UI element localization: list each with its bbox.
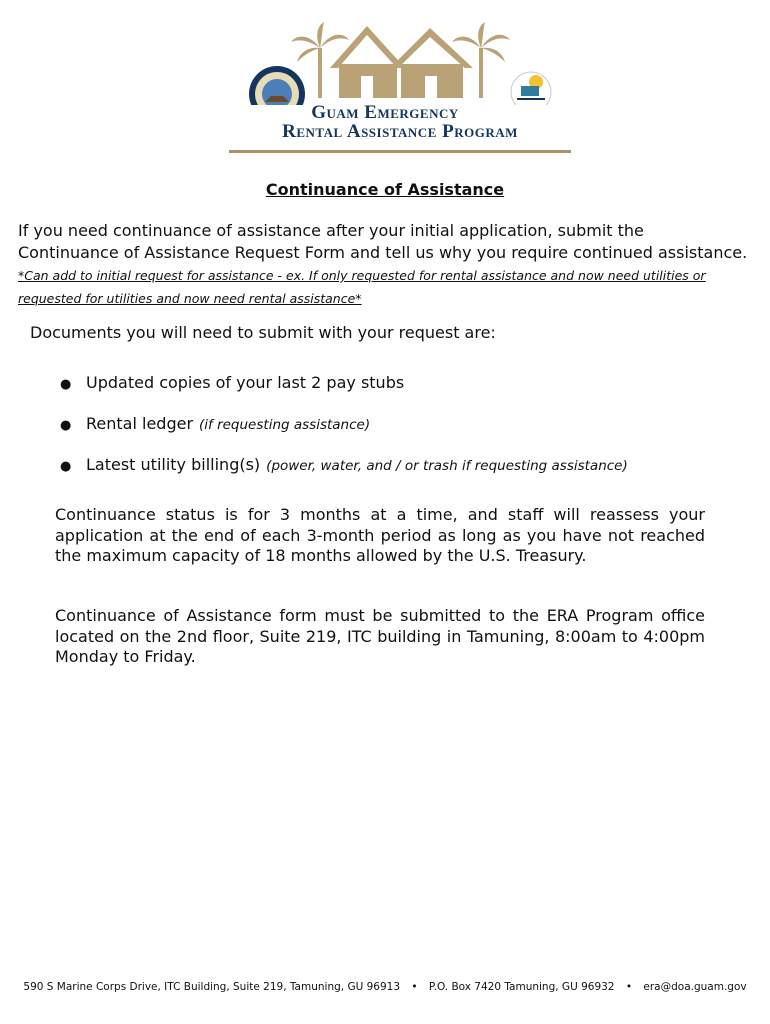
bullet-icon: ● (60, 377, 72, 392)
list-item (60, 414, 628, 455)
footer-po-box: P.O. Box 7420 Tamuning, GU 96932 (428, 981, 615, 993)
list-item (60, 373, 628, 414)
guam-seal-icon (249, 66, 305, 105)
doa-badge-icon (511, 72, 551, 105)
list-item (60, 455, 628, 496)
program-header (225, 20, 575, 160)
documents-lead: Documents you will need to submit with your request are: (30, 323, 496, 342)
program-logo (225, 20, 575, 105)
status-paragraph: Continuance status is for 3 months at a time, and staff will reassess your application at the end of each 3-month period as long as you have not reached the maximum capacity of 18 months allowed by the U.S. Treasury. (55, 505, 705, 565)
footer-email: era@doa.guam.gov (643, 981, 747, 993)
list-item-note: (if requesting assistance) (199, 417, 371, 433)
list-item-text: Rental ledger (86, 414, 194, 433)
footer-contact (0, 981, 770, 993)
logo-title-line1: Guam Emergency (311, 102, 459, 123)
documents-list (60, 373, 628, 496)
intro-text: If you need continuance of assistance after your initial application, submit the Continuance of Assistance Request Form and tell us why you require continued assistance. (18, 221, 748, 262)
bullet-icon: ● (60, 459, 72, 474)
footer-address: 590 S Marine Corps Drive, ITC Building, Suite 219, Tamuning, GU 96913 (23, 981, 401, 993)
intro-note-part2: rental assistance and now need utilities or requested for utilities and now need rental assistance* (18, 268, 706, 306)
list-item-text: Updated copies of your last 2 pay stubs (86, 373, 405, 392)
logo-title-line2: Rental Assistance Program (282, 121, 518, 142)
submission-paragraph: Continuance of Assistance form must be submitted to the ERA Program office located on the 2nd floor, Suite 219, ITC building in Tamuning, 8:00am to 4:00pm Monday to Friday. (55, 606, 705, 666)
bullet-icon: ● (60, 418, 72, 433)
intro-note (18, 268, 706, 306)
list-item-text: Latest utility billing(s) (86, 455, 261, 474)
list-item-note: (power, water, and / or trash if requesting assistance) (266, 458, 628, 474)
header-divider (229, 150, 571, 153)
page-title: Continuance of Assistance (265, 180, 505, 199)
house-icon (330, 26, 473, 98)
footer-separator: • (411, 981, 418, 993)
footer-separator: • (625, 981, 633, 993)
intro-note-part1: *Can add to initial request for assistance - ex. If only requested for (18, 268, 437, 283)
intro-paragraph (18, 220, 748, 310)
